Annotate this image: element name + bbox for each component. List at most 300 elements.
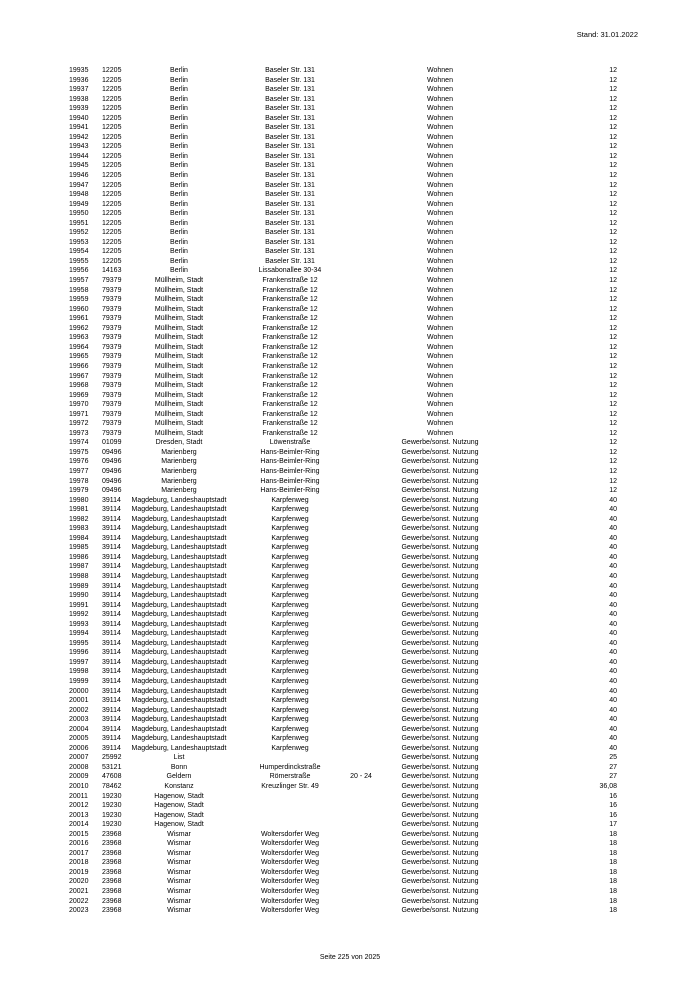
cell-usage: Wohnen bbox=[427, 238, 453, 246]
cell-value: 18 bbox=[609, 830, 617, 838]
table-row bbox=[0, 792, 700, 802]
cell-value: 25 bbox=[609, 754, 617, 762]
cell-city: Magdeburg, Landeshauptstadt bbox=[131, 725, 227, 733]
cell-city: Berlin bbox=[170, 67, 188, 74]
table-row bbox=[0, 362, 700, 372]
cell-usage: Wohnen bbox=[427, 67, 453, 74]
cell-plz: 39114 bbox=[102, 639, 121, 647]
cell-street: Karpfenweg bbox=[271, 592, 309, 600]
cell-city: Wismar bbox=[167, 859, 191, 867]
cell-value: 12 bbox=[609, 401, 617, 409]
cell-plz: 79379 bbox=[102, 305, 122, 313]
cell-id: 19972 bbox=[69, 420, 89, 428]
cell-id: 19937 bbox=[69, 86, 89, 94]
cell-usage: Gewerbe/sonst. Nutzung bbox=[401, 678, 479, 685]
cell-plz: 19230 bbox=[102, 811, 122, 819]
cell-city: Wismar bbox=[167, 868, 191, 876]
cell-city: Müllheim, Stadt bbox=[154, 286, 204, 294]
cell-street: Baseler Str. 131 bbox=[265, 219, 315, 227]
cell-id: 19998 bbox=[69, 668, 89, 676]
cell-usage: Gewerbe/sonst. Nutzung bbox=[401, 487, 479, 495]
cell-id: 20001 bbox=[69, 697, 89, 705]
cell-city: Berlin bbox=[170, 76, 188, 84]
cell-plz: 23968 bbox=[102, 830, 122, 838]
cell-usage: Gewerbe/sonst. Nutzung bbox=[401, 763, 479, 771]
cell-street: Baseler Str. 131 bbox=[265, 76, 315, 84]
table-row bbox=[0, 887, 700, 897]
table-row bbox=[0, 219, 700, 229]
cell-plz: 39114 bbox=[102, 658, 121, 666]
cell-id: 19969 bbox=[69, 391, 89, 399]
cell-usage: Gewerbe/sonst. Nutzung bbox=[401, 506, 479, 514]
cell-usage: Gewerbe/sonst. Nutzung bbox=[401, 563, 479, 571]
cell-usage: Gewerbe/sonst. Nutzung bbox=[401, 448, 479, 456]
cell-city: Berlin bbox=[170, 248, 188, 256]
cell-id: 19964 bbox=[69, 343, 89, 351]
cell-street: Karpfenweg bbox=[271, 687, 309, 695]
cell-value: 40 bbox=[609, 515, 617, 523]
cell-value: 12 bbox=[609, 477, 617, 485]
cell-usage: Gewerbe/sonst. Nutzung bbox=[401, 525, 479, 533]
cell-city: Marienberg bbox=[161, 467, 197, 475]
cell-id: 19946 bbox=[69, 172, 89, 180]
cell-value: 18 bbox=[609, 907, 617, 915]
table-row bbox=[0, 505, 700, 515]
cell-value: 12 bbox=[609, 286, 617, 294]
cell-value: 12 bbox=[609, 124, 617, 132]
table-row bbox=[0, 696, 700, 706]
cell-street: Baseler Str. 131 bbox=[265, 143, 315, 151]
cell-plz: 12205 bbox=[102, 86, 122, 94]
cell-street: Karpfenweg bbox=[271, 725, 309, 733]
cell-plz: 79379 bbox=[102, 324, 122, 332]
cell-id: 19993 bbox=[69, 620, 89, 628]
cell-usage: Wohnen bbox=[427, 296, 453, 304]
cell-id: 19985 bbox=[69, 544, 89, 552]
cell-plz: 39114 bbox=[102, 725, 121, 733]
cell-id: 20021 bbox=[69, 888, 89, 896]
cell-id: 19954 bbox=[69, 248, 89, 256]
cell-usage: Gewerbe/sonst. Nutzung bbox=[401, 878, 479, 886]
cell-street: Karpfenweg bbox=[271, 611, 309, 619]
table-row bbox=[0, 601, 700, 611]
cell-plz: 39114 bbox=[102, 553, 121, 561]
cell-plz: 39114 bbox=[102, 525, 121, 533]
cell-street: Frankenstraße 12 bbox=[262, 401, 318, 409]
table-row bbox=[0, 667, 700, 677]
cell-usage: Gewerbe/sonst. Nutzung bbox=[401, 687, 479, 695]
cell-usage: Wohnen bbox=[427, 420, 453, 428]
cell-street: Karpfenweg bbox=[271, 649, 309, 657]
cell-id: 20015 bbox=[69, 830, 89, 838]
cell-plz: 53121 bbox=[102, 763, 122, 771]
cell-usage: Wohnen bbox=[427, 210, 453, 218]
cell-city: Berlin bbox=[170, 191, 188, 199]
cell-usage: Wohnen bbox=[427, 181, 453, 189]
cell-id: 19955 bbox=[69, 257, 89, 265]
cell-street: Baseler Str. 131 bbox=[265, 191, 315, 199]
cell-usage: Gewerbe/sonst. Nutzung bbox=[401, 458, 479, 466]
cell-street: Frankenstraße 12 bbox=[262, 382, 318, 390]
cell-id: 19982 bbox=[69, 515, 89, 523]
table-row bbox=[0, 247, 700, 257]
cell-city: Berlin bbox=[170, 152, 188, 160]
cell-city: Müllheim, Stadt bbox=[154, 372, 204, 380]
cell-city: Magdeburg, Landeshauptstadt bbox=[131, 525, 227, 533]
cell-usage: Wohnen bbox=[427, 143, 453, 151]
cell-city: Berlin bbox=[170, 172, 188, 180]
cell-plz: 01099 bbox=[102, 439, 122, 447]
cell-value: 12 bbox=[609, 410, 617, 418]
cell-id: 20018 bbox=[69, 859, 89, 867]
cell-city: Magdeburg, Landeshauptstadt bbox=[131, 735, 227, 743]
cell-city: Müllheim, Stadt bbox=[154, 277, 204, 285]
cell-id: 19967 bbox=[69, 372, 89, 380]
cell-city: Marienberg bbox=[161, 477, 197, 485]
cell-city: Magdeburg, Landeshauptstadt bbox=[131, 630, 227, 638]
cell-plz: 79379 bbox=[102, 353, 122, 361]
table-row bbox=[0, 352, 700, 362]
cell-usage: Wohnen bbox=[427, 95, 453, 103]
cell-id: 19995 bbox=[69, 639, 89, 647]
table-row bbox=[0, 391, 700, 401]
cell-city: Müllheim, Stadt bbox=[154, 420, 204, 428]
cell-value: 12 bbox=[609, 162, 617, 170]
cell-usage: Gewerbe/sonst. Nutzung bbox=[401, 582, 479, 590]
table-row bbox=[0, 104, 700, 114]
table-row bbox=[0, 524, 700, 534]
cell-plz: 79379 bbox=[102, 429, 122, 437]
cell-plz: 25992 bbox=[102, 754, 122, 762]
cell-usage: Wohnen bbox=[427, 324, 453, 332]
cell-usage: Gewerbe/sonst. Nutzung bbox=[401, 840, 479, 848]
cell-city: Marienberg bbox=[161, 487, 197, 495]
cell-id: 19966 bbox=[69, 362, 89, 370]
cell-street: Baseler Str. 131 bbox=[265, 200, 315, 208]
cell-street: Baseler Str. 131 bbox=[265, 229, 315, 237]
cell-plz: 12205 bbox=[102, 152, 122, 160]
cell-value: 18 bbox=[609, 888, 617, 896]
cell-usage: Gewerbe/sonst. Nutzung bbox=[401, 439, 479, 447]
cell-usage: Gewerbe/sonst. Nutzung bbox=[401, 611, 479, 619]
cell-plz: 79379 bbox=[102, 334, 122, 342]
table-row bbox=[0, 849, 700, 859]
cell-plz: 39114 bbox=[102, 649, 121, 657]
cell-city: Geldern bbox=[166, 773, 192, 781]
cell-plz: 39114 bbox=[102, 592, 121, 600]
cell-plz: 12205 bbox=[102, 162, 122, 170]
page-number: Seite 225 von 2025 bbox=[319, 954, 381, 961]
cell-street: Karpfenweg bbox=[271, 678, 309, 685]
cell-street: Frankenstraße 12 bbox=[262, 315, 318, 323]
table-row bbox=[0, 276, 700, 286]
cell-plz: 19230 bbox=[102, 792, 122, 800]
table-row bbox=[0, 190, 700, 200]
cell-plz: 09496 bbox=[102, 458, 122, 466]
table-row bbox=[0, 610, 700, 620]
cell-value: 40 bbox=[609, 649, 617, 657]
cell-street: Baseler Str. 131 bbox=[265, 67, 315, 74]
cell-id: 20000 bbox=[69, 687, 89, 695]
cell-value: 12 bbox=[609, 67, 617, 74]
table-row bbox=[0, 181, 700, 191]
cell-city: List bbox=[173, 754, 185, 762]
cell-value: 18 bbox=[609, 868, 617, 876]
cell-street: Frankenstraße 12 bbox=[262, 391, 318, 399]
cell-value: 12 bbox=[609, 343, 617, 351]
table-row bbox=[0, 142, 700, 152]
cell-id: 19962 bbox=[69, 324, 89, 332]
cell-id: 19959 bbox=[69, 296, 89, 304]
cell-street: Baseler Str. 131 bbox=[265, 152, 315, 160]
cell-usage: Gewerbe/sonst. Nutzung bbox=[401, 601, 479, 609]
cell-usage: Gewerbe/sonst. Nutzung bbox=[401, 658, 479, 666]
table-row bbox=[0, 66, 700, 76]
cell-street: Frankenstraße 12 bbox=[262, 296, 318, 304]
cell-value: 40 bbox=[609, 525, 617, 533]
cell-street: Karpfenweg bbox=[271, 534, 309, 542]
table-row bbox=[0, 877, 700, 887]
cell-usage: Wohnen bbox=[427, 343, 453, 351]
cell-usage: Gewerbe/sonst. Nutzung bbox=[401, 802, 479, 810]
cell-value: 12 bbox=[609, 372, 617, 380]
cell-usage: Wohnen bbox=[427, 172, 453, 180]
cell-usage: Wohnen bbox=[427, 401, 453, 409]
cell-city: Magdeburg, Landeshauptstadt bbox=[131, 668, 227, 676]
cell-value: 12 bbox=[609, 200, 617, 208]
cell-usage: Gewerbe/sonst. Nutzung bbox=[401, 811, 479, 819]
cell-id: 19994 bbox=[69, 630, 89, 638]
cell-city: Berlin bbox=[170, 257, 188, 265]
cell-value: 40 bbox=[609, 687, 617, 695]
cell-usage: Wohnen bbox=[427, 286, 453, 294]
cell-id: 19941 bbox=[69, 124, 89, 132]
cell-plz: 12205 bbox=[102, 181, 122, 189]
cell-city: Wismar bbox=[167, 878, 191, 886]
cell-value: 40 bbox=[609, 506, 617, 514]
cell-value: 12 bbox=[609, 267, 617, 275]
table-row bbox=[0, 858, 700, 868]
cell-city: Magdeburg, Landeshauptstadt bbox=[131, 534, 227, 542]
table-row bbox=[0, 715, 700, 725]
cell-usage: Gewerbe/sonst. Nutzung bbox=[401, 897, 479, 905]
table-row bbox=[0, 629, 700, 639]
cell-value: 12 bbox=[609, 382, 617, 390]
cell-city: Magdeburg, Landeshauptstadt bbox=[131, 620, 227, 628]
cell-plz: 12205 bbox=[102, 257, 122, 265]
cell-usage: Wohnen bbox=[427, 334, 453, 342]
cell-usage: Gewerbe/sonst. Nutzung bbox=[401, 716, 479, 724]
cell-city: Magdeburg, Landeshauptstadt bbox=[131, 563, 227, 571]
cell-street: Frankenstraße 12 bbox=[262, 286, 318, 294]
cell-city: Magdeburg, Landeshauptstadt bbox=[131, 706, 227, 714]
cell-value: 12 bbox=[609, 458, 617, 466]
cell-id: 19960 bbox=[69, 305, 89, 313]
cell-plz: 23968 bbox=[102, 897, 122, 905]
cell-id: 19984 bbox=[69, 534, 89, 542]
cell-value: 36,08 bbox=[599, 783, 617, 791]
cell-plz: 09496 bbox=[102, 448, 122, 456]
table-row bbox=[0, 811, 700, 821]
cell-value: 12 bbox=[609, 172, 617, 180]
cell-value: 12 bbox=[609, 86, 617, 94]
cell-usage: Gewerbe/sonst. Nutzung bbox=[401, 515, 479, 523]
table-row bbox=[0, 266, 700, 276]
cell-usage: Gewerbe/sonst. Nutzung bbox=[401, 534, 479, 542]
cell-city: Magdeburg, Landeshauptstadt bbox=[131, 744, 227, 752]
cell-usage: Gewerbe/sonst. Nutzung bbox=[401, 649, 479, 657]
cell-id: 19981 bbox=[69, 506, 89, 514]
cell-usage: Gewerbe/sonst. Nutzung bbox=[401, 744, 479, 752]
table-row bbox=[0, 343, 700, 353]
table-row bbox=[0, 486, 700, 496]
cell-street: Frankenstraße 12 bbox=[262, 324, 318, 332]
cell-id: 20008 bbox=[69, 763, 89, 771]
cell-usage: Gewerbe/sonst. Nutzung bbox=[401, 668, 479, 676]
cell-usage: Gewerbe/sonst. Nutzung bbox=[401, 630, 479, 638]
cell-city: Berlin bbox=[170, 95, 188, 103]
cell-street: Hans-Beimler-Ring bbox=[260, 458, 320, 466]
cell-value: 40 bbox=[609, 592, 617, 600]
cell-city: Magdeburg, Landeshauptstadt bbox=[131, 678, 227, 685]
cell-usage: Gewerbe/sonst. Nutzung bbox=[401, 783, 479, 791]
cell-street: Frankenstraße 12 bbox=[262, 277, 318, 285]
cell-city: Wismar bbox=[167, 907, 191, 915]
cell-plz: 12205 bbox=[102, 200, 122, 208]
cell-city: Magdeburg, Landeshauptstadt bbox=[131, 649, 227, 657]
table-row bbox=[0, 457, 700, 467]
table-row bbox=[0, 906, 700, 916]
cell-id: 19938 bbox=[69, 95, 89, 103]
cell-usage: Wohnen bbox=[427, 315, 453, 323]
cell-id: 19989 bbox=[69, 582, 89, 590]
cell-usage: Wohnen bbox=[427, 114, 453, 122]
cell-plz: 39114 bbox=[102, 716, 121, 724]
cell-id: 20003 bbox=[69, 716, 89, 724]
cell-id: 19947 bbox=[69, 181, 89, 189]
cell-plz: 39114 bbox=[102, 534, 121, 542]
cell-value: 12 bbox=[609, 487, 617, 495]
cell-usage: Wohnen bbox=[427, 305, 453, 313]
cell-plz: 39114 bbox=[102, 620, 121, 628]
cell-usage: Wohnen bbox=[427, 248, 453, 256]
table-row bbox=[0, 467, 700, 477]
cell-plz: 09496 bbox=[102, 477, 122, 485]
cell-value: 12 bbox=[609, 334, 617, 342]
cell-usage: Gewerbe/sonst. Nutzung bbox=[401, 725, 479, 733]
cell-street: Baseler Str. 131 bbox=[265, 248, 315, 256]
table-row bbox=[0, 706, 700, 716]
cell-id: 19973 bbox=[69, 429, 89, 437]
cell-value: 40 bbox=[609, 563, 617, 571]
cell-plz: 79379 bbox=[102, 410, 122, 418]
cell-street: Römerstraße bbox=[269, 773, 311, 781]
cell-usage: Wohnen bbox=[427, 162, 453, 170]
cell-value: 18 bbox=[609, 849, 617, 857]
cell-street: Frankenstraße 12 bbox=[262, 343, 318, 351]
cell-value: 40 bbox=[609, 658, 617, 666]
cell-street: Baseler Str. 131 bbox=[265, 238, 315, 246]
cell-id: 20005 bbox=[69, 735, 89, 743]
cell-plz: 39114 bbox=[102, 601, 121, 609]
table-row bbox=[0, 868, 700, 878]
cell-plz: 12205 bbox=[102, 238, 122, 246]
cell-id: 19942 bbox=[69, 133, 89, 141]
cell-value: 40 bbox=[609, 534, 617, 542]
cell-id: 19965 bbox=[69, 353, 89, 361]
cell-id: 20014 bbox=[69, 821, 89, 829]
cell-usage: Gewerbe/sonst. Nutzung bbox=[401, 792, 479, 800]
cell-street: Karpfenweg bbox=[271, 735, 309, 743]
cell-number: 20 - 24 bbox=[350, 773, 372, 781]
cell-value: 40 bbox=[609, 572, 617, 580]
cell-value: 12 bbox=[609, 305, 617, 313]
table-row bbox=[0, 496, 700, 506]
cell-plz: 23968 bbox=[102, 907, 122, 915]
cell-value: 40 bbox=[609, 706, 617, 714]
cell-street: Woltersdorfer Weg bbox=[260, 897, 320, 905]
cell-value: 40 bbox=[609, 544, 617, 552]
cell-id: 19990 bbox=[69, 592, 89, 600]
cell-usage: Wohnen bbox=[427, 86, 453, 94]
cell-value: 40 bbox=[609, 582, 617, 590]
cell-street: Lissabonallee 30-34 bbox=[258, 267, 322, 275]
cell-city: Müllheim, Stadt bbox=[154, 391, 204, 399]
cell-city: Magdeburg, Landeshauptstadt bbox=[131, 572, 227, 580]
cell-street: Kreuzlinger Str. 49 bbox=[261, 783, 319, 791]
cell-value: 12 bbox=[609, 210, 617, 218]
cell-value: 12 bbox=[609, 257, 617, 265]
cell-city: Magdeburg, Landeshauptstadt bbox=[131, 601, 227, 609]
cell-usage: Gewerbe/sonst. Nutzung bbox=[401, 572, 479, 580]
cell-city: Berlin bbox=[170, 210, 188, 218]
cell-usage: Wohnen bbox=[427, 219, 453, 227]
cell-usage: Wohnen bbox=[427, 372, 453, 380]
cell-value: 40 bbox=[609, 725, 617, 733]
cell-street: Hans-Beimler-Ring bbox=[260, 448, 320, 456]
cell-street: Baseler Str. 131 bbox=[265, 162, 315, 170]
table-row bbox=[0, 238, 700, 248]
cell-value: 16 bbox=[609, 811, 617, 819]
cell-id: 19943 bbox=[69, 143, 89, 151]
cell-value: 18 bbox=[609, 840, 617, 848]
table-row bbox=[0, 419, 700, 429]
cell-id: 19956 bbox=[69, 267, 89, 275]
cell-city: Magdeburg, Landeshauptstadt bbox=[131, 582, 227, 590]
cell-street: Baseler Str. 131 bbox=[265, 181, 315, 189]
cell-value: 40 bbox=[609, 716, 617, 724]
cell-plz: 79379 bbox=[102, 277, 122, 285]
cell-usage: Wohnen bbox=[427, 267, 453, 275]
cell-value: 40 bbox=[609, 735, 617, 743]
table-row bbox=[0, 687, 700, 697]
cell-street: Frankenstraße 12 bbox=[262, 362, 318, 370]
cell-id: 19977 bbox=[69, 467, 89, 475]
cell-id: 19952 bbox=[69, 229, 89, 237]
cell-city: Magdeburg, Landeshauptstadt bbox=[131, 515, 227, 523]
table-row bbox=[0, 85, 700, 95]
cell-plz: 12205 bbox=[102, 76, 122, 84]
cell-plz: 23968 bbox=[102, 878, 122, 886]
cell-id: 19944 bbox=[69, 152, 89, 160]
cell-city: Magdeburg, Landeshauptstadt bbox=[131, 544, 227, 552]
cell-usage: Gewerbe/sonst. Nutzung bbox=[401, 477, 479, 485]
cell-city: Dresden, Stadt bbox=[155, 439, 203, 447]
cell-plz: 12205 bbox=[102, 172, 122, 180]
cell-city: Berlin bbox=[170, 219, 188, 227]
cell-plz: 79379 bbox=[102, 343, 122, 351]
cell-id: 20022 bbox=[69, 897, 89, 905]
